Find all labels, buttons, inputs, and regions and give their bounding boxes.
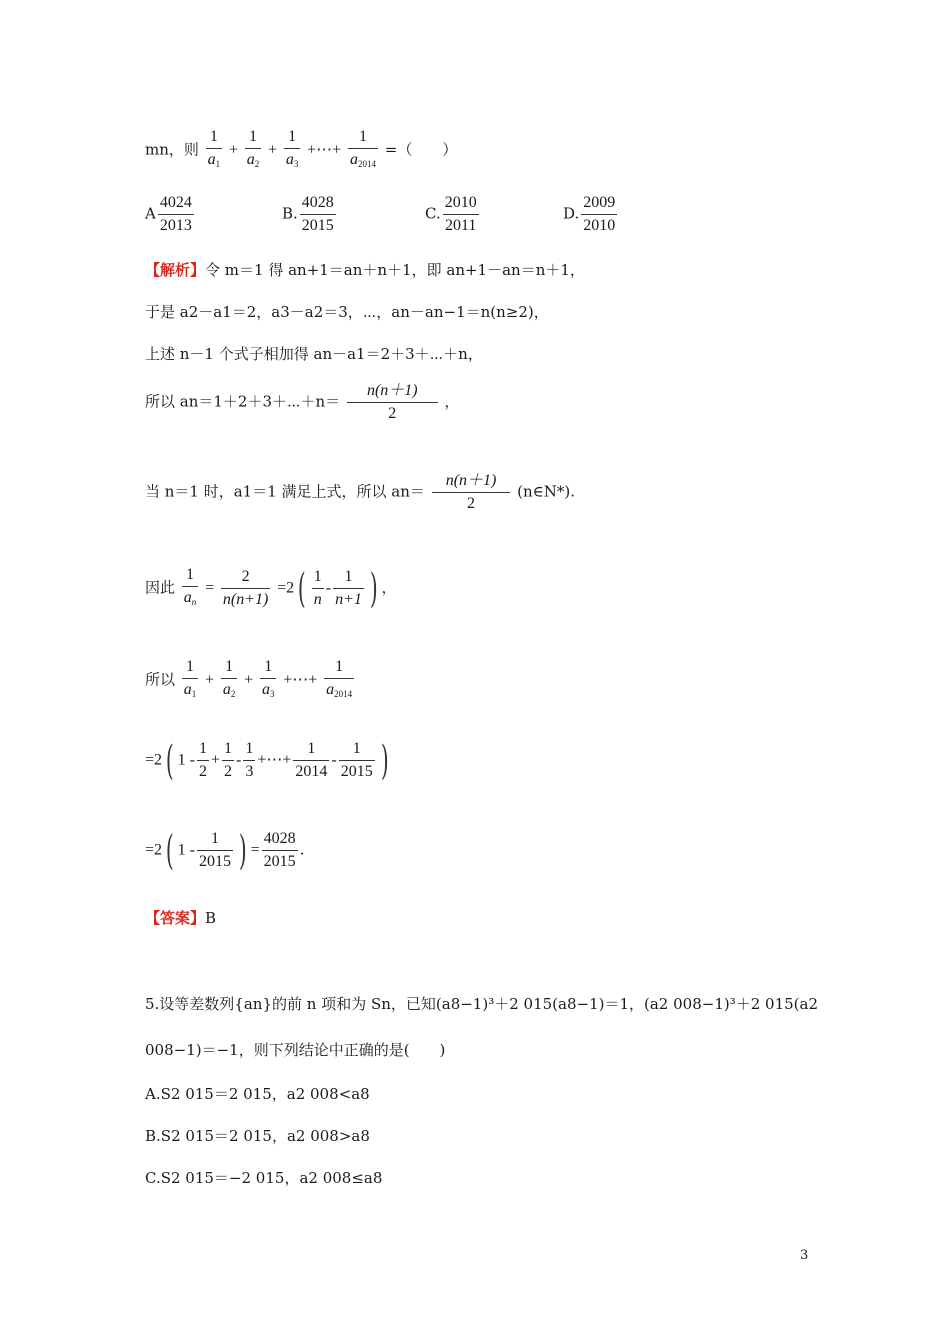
fraction: $\frac{1}{a_3}$ [285, 128, 299, 169]
fraction: $\frac{1}{a_{2014}}$ [349, 128, 376, 169]
page-number: 3 [800, 1248, 809, 1263]
q5-option-b: B.S2 015＝2 015，a2 008>a8 [145, 1127, 370, 1145]
solution-line-9: =2( 1 - $\frac{1}{2015}$ ) = $\frac{4028}{2015}$ . [145, 827, 305, 874]
fraction: $\frac{1}{a_1}$ [207, 128, 221, 169]
solution-line-1: 【解析】令 m＝1 得 an+1＝an＋n＋1，即 an+1－an＝n＋1， [145, 261, 585, 279]
solution-line-3: 上述 n－1 个式子相加得 an－a1＝2＋3＋⋯＋n， [145, 345, 483, 363]
q4-option-b: B. $\frac{4028}{2015}$ [282, 194, 334, 234]
q5-stem-line-1: 5.设等差数列{an}的前 n 项和为 Sn，已知(a8−1)³＋2 015(a8−1)＝1，(a2 008−1)³＋2 015(a2 [145, 995, 819, 1013]
q4-stem-suffix: =（ ） [384, 140, 458, 159]
answer-tag: 【答案】 [145, 909, 206, 927]
solution-line-7: 所以 $\frac{1}{a_1}$ + $\frac{1}{a_2}$ + $\frac{1}{a_3}$ +⋯+ $\frac{1}{a_{2014}}$ [145, 658, 353, 699]
q5-option-a: A.S2 015＝2 015，a2 008<a8 [145, 1085, 370, 1103]
q4-stem-prefix: mn，则 [145, 140, 199, 159]
q5-stem-line-2: 008−1)＝−1，则下列结论中正确的是( ) [145, 1041, 446, 1059]
q4-option-a: A $\frac{4024}{2013}$ [145, 194, 192, 234]
solution-line-6: 因此 $\frac{1}{a_n}$ = $\frac{2}{n(n+1)}$ =2( $\frac{1}{n}$ - $\frac{1}{n+1}$ ) ， [145, 565, 397, 612]
solution-tag: 【解析】 [145, 261, 206, 279]
q4-option-d: D. $\frac{2009}{2010}$ [563, 194, 616, 234]
q4-option-c: C. $\frac{2010}{2011}$ [425, 194, 477, 234]
q5-option-c: C.S2 015＝−2 015，a2 008≤a8 [145, 1169, 383, 1187]
answer-value: B [205, 909, 217, 927]
answer-line [145, 908, 216, 928]
solution-line-5: 当 n＝1 时，a1＝1 满足上式，所以 an＝ $\frac{n(n+1)}{2}$ (n∈N*). [145, 472, 576, 512]
solution-line-2: 于是 a2－a1＝2，a3－a2＝3，⋯，an－an−1＝n(n≥2)， [145, 303, 549, 321]
solution-line-4: 所以 an＝1＋2＋3＋⋯＋n＝ $\frac{n(n+1)}{2}$ ， [145, 382, 460, 422]
fraction: $\frac{1}{a_2}$ [246, 128, 260, 169]
solution-line-8: =2( 1 - $\frac{1}{2}$ + $\frac{1}{2}$ - $\frac{1}{3}$ +⋯+ $\frac{1}{2014}$ - $\frac{1}{2015}$ ) [145, 737, 389, 784]
q4-stem: mn，则 $\frac{1}{a_1}$ + $\frac{1}{a_2}$ + $\frac{1}{a_3}$ +⋯+ $\frac{1}{a_{2014}}$ =（ ） [145, 128, 457, 173]
